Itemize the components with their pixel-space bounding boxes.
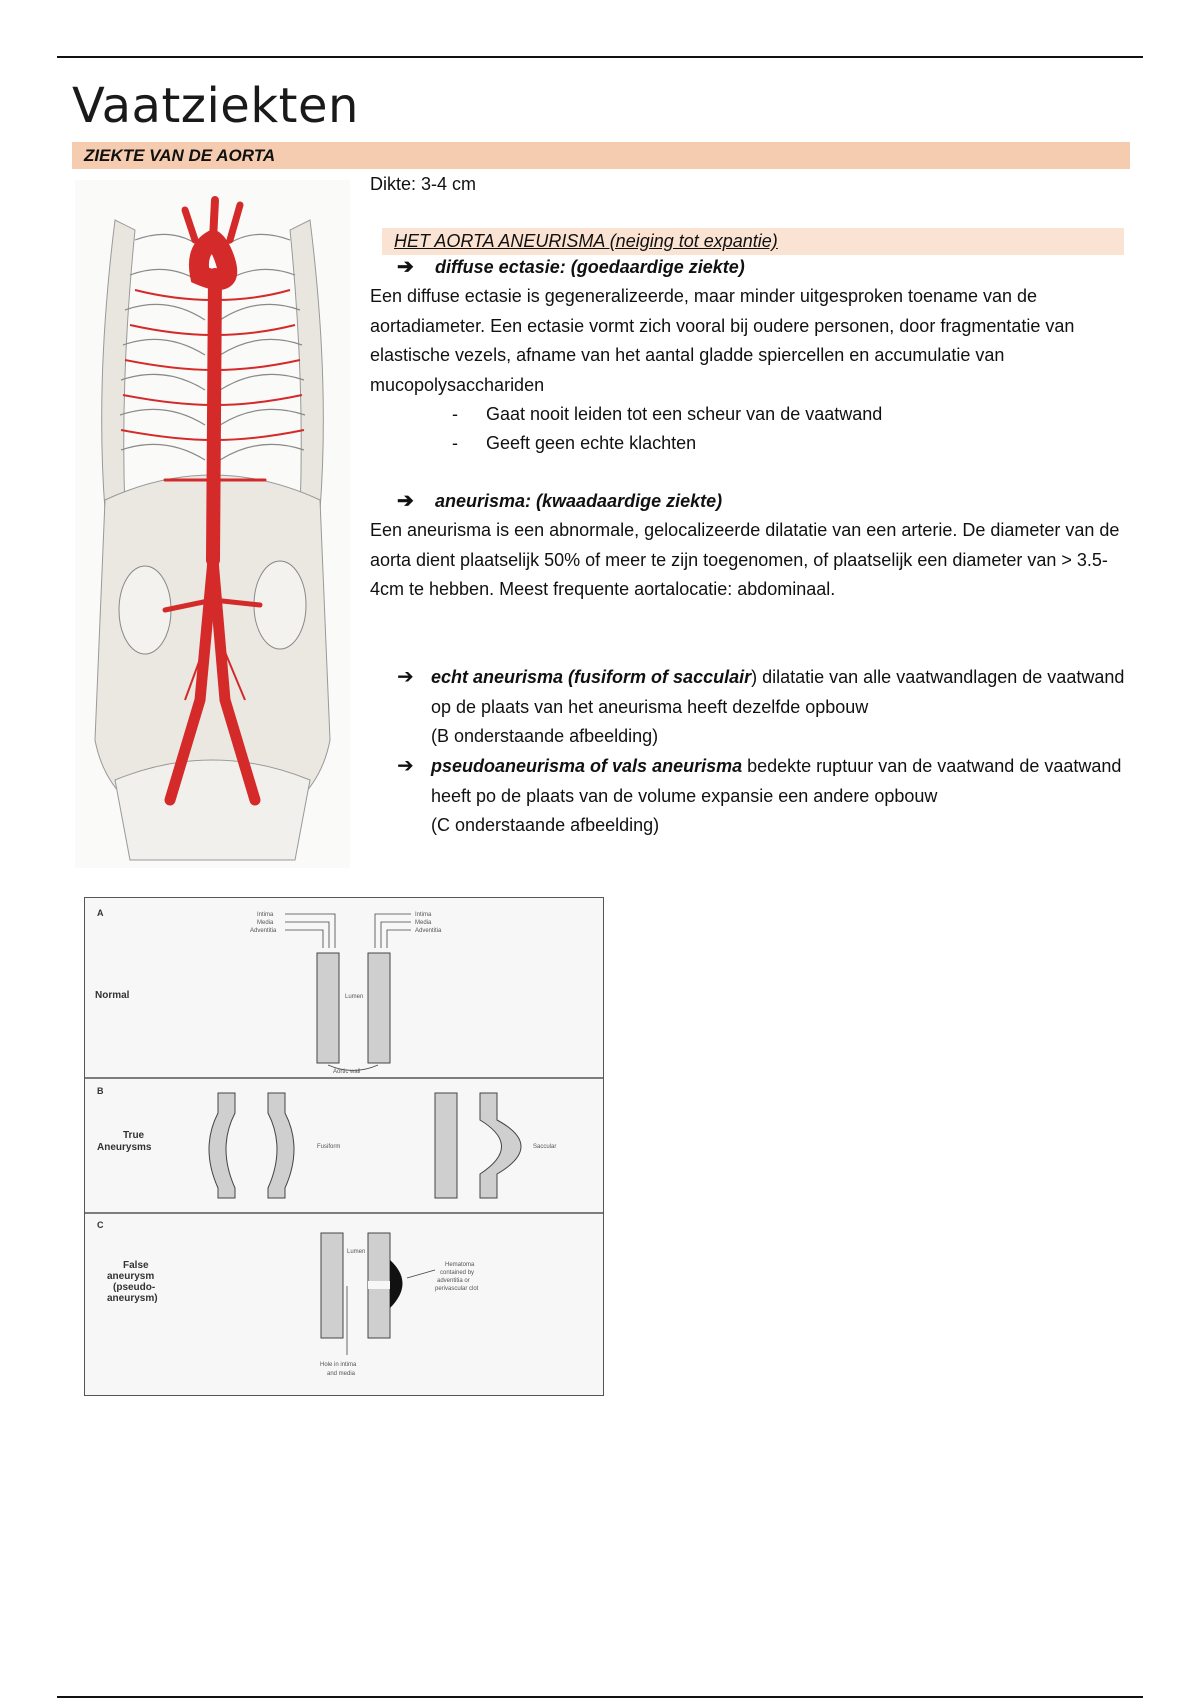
false-label-1: False bbox=[123, 1260, 149, 1271]
arrow-right-icon: ➔ bbox=[397, 666, 414, 688]
normal-label: Normal bbox=[95, 990, 130, 1001]
hematoma-label-1: Hematoma bbox=[445, 1262, 475, 1268]
aneurysm-types-figure bbox=[84, 897, 604, 1396]
hematoma-label-3: adventitia or bbox=[437, 1278, 470, 1284]
hematoma-label-2: contained by bbox=[440, 1270, 475, 1276]
subheading: HET AORTA ANEURISMA (neiging tot expantie) bbox=[394, 231, 778, 251]
hole-label-1: Hole in intima bbox=[320, 1362, 357, 1368]
panel-a-label: A bbox=[97, 908, 104, 918]
false-label-2: aneurysm bbox=[107, 1271, 155, 1282]
fusiform-label: Fusiform bbox=[317, 1144, 341, 1150]
diffuse-heading-line bbox=[397, 253, 745, 282]
panel-c-label: C bbox=[97, 1220, 104, 1230]
list-item bbox=[397, 663, 1132, 752]
aortic-wall-label: Aortic wall bbox=[333, 1069, 361, 1075]
arrow-right-icon: ➔ bbox=[397, 256, 414, 278]
pseudo-aneurysm-description: bedekte ruptuur van de vaatwand de vaatwand heeft po de plaats van de volume expansie een andere opbouw bbox=[431, 756, 1122, 806]
false-label-4: aneurysm) bbox=[107, 1293, 158, 1304]
list-item bbox=[452, 400, 882, 429]
bottom-rule bbox=[57, 1696, 1143, 1698]
hematoma-label-4: perivascular clot bbox=[435, 1286, 479, 1292]
hole-label-2: and media bbox=[327, 1371, 356, 1377]
true-label-2: Aneurysms bbox=[97, 1142, 152, 1153]
media-label-left: Media bbox=[257, 920, 274, 926]
false-label-3: (pseudo- bbox=[113, 1282, 156, 1293]
true-aneurysm-ref: (B onderstaande afbeelding) bbox=[431, 726, 659, 746]
diffuse-bullet-2: Geeft geen echte klachten bbox=[486, 433, 697, 453]
arrow-right-icon: ➔ bbox=[397, 490, 414, 512]
intima-label-left: Intima bbox=[257, 912, 274, 918]
aneurisma-paragraph: Een aneurisma is een abnormale, gelocalizeerde dilatatie van een arterie. De diameter van de aorta dient plaatselijk 50% of meer te zijn toegenomen, of plaatselijk een diameter van > 3.5-4cm te hebben. Meest frequente aortalocatie: abdominaal. bbox=[370, 520, 1120, 599]
dash-icon: - bbox=[452, 404, 458, 424]
diffuse-paragraph: Een diffuse ectasie is gegeneralizeerde, maar minder uitgesproken toename van de aortadiameter. Een ectasie vormt zich vooral bij oudere personen, door fragmentatie van elastische vezels, afname van het aantal gladde spiercellen en accumulatie van mucopolysacchariden bbox=[370, 286, 1075, 395]
adventitia-label-left: Adventitia bbox=[250, 928, 277, 934]
diffuse-heading: diffuse ectasie: (goedaardige ziekte) bbox=[435, 257, 745, 277]
section-heading: ZIEKTE VAN DE AORTA bbox=[84, 146, 276, 165]
true-aneurysm-description: ) dilatatie van alle vaatwandlagen de vaatwand op de plaats van het aneurisma heeft dezelfde opbouw bbox=[431, 667, 1125, 717]
aorta-anatomy-illustration bbox=[75, 180, 350, 868]
pseudo-aneurysm-term: pseudoaneurisma of vals aneurisma bbox=[431, 756, 743, 776]
subheading-band bbox=[382, 228, 1124, 255]
list-item bbox=[397, 752, 1132, 841]
intima-label-right: Intima bbox=[415, 912, 432, 918]
aorta-thickness: Dikte: 3-4 cm bbox=[370, 174, 477, 194]
aorta-anatomy-drawing bbox=[75, 180, 350, 868]
list-item bbox=[452, 429, 696, 458]
top-rule bbox=[57, 56, 1143, 58]
page-title: Vaatziekten bbox=[72, 78, 359, 134]
panel-b-label: B bbox=[97, 1086, 104, 1096]
media-label-right: Media bbox=[415, 920, 432, 926]
diffuse-bullet-1: Gaat nooit leiden tot een scheur van de vaatwand bbox=[486, 404, 883, 424]
dash-icon: - bbox=[452, 433, 458, 453]
section-heading-band bbox=[72, 142, 1130, 169]
true-aneurysm-term: echt aneurisma (fusiform of sacculair bbox=[431, 667, 752, 687]
adventitia-label-right: Adventitia bbox=[415, 928, 442, 934]
lumen-label: Lumen bbox=[345, 994, 364, 1000]
saccular-label: Saccular bbox=[533, 1144, 557, 1150]
aneurysm-types-diagram bbox=[85, 898, 603, 1395]
pseudo-aneurysm-ref: (C onderstaande afbeelding) bbox=[431, 815, 660, 835]
lumen-label-c: Lumen bbox=[347, 1249, 366, 1255]
aneurisma-heading: aneurisma: (kwaadaardige ziekte) bbox=[435, 491, 723, 511]
aneurisma-heading-line bbox=[397, 487, 722, 516]
true-label-1: True bbox=[123, 1130, 145, 1141]
arrow-right-icon: ➔ bbox=[397, 755, 414, 777]
